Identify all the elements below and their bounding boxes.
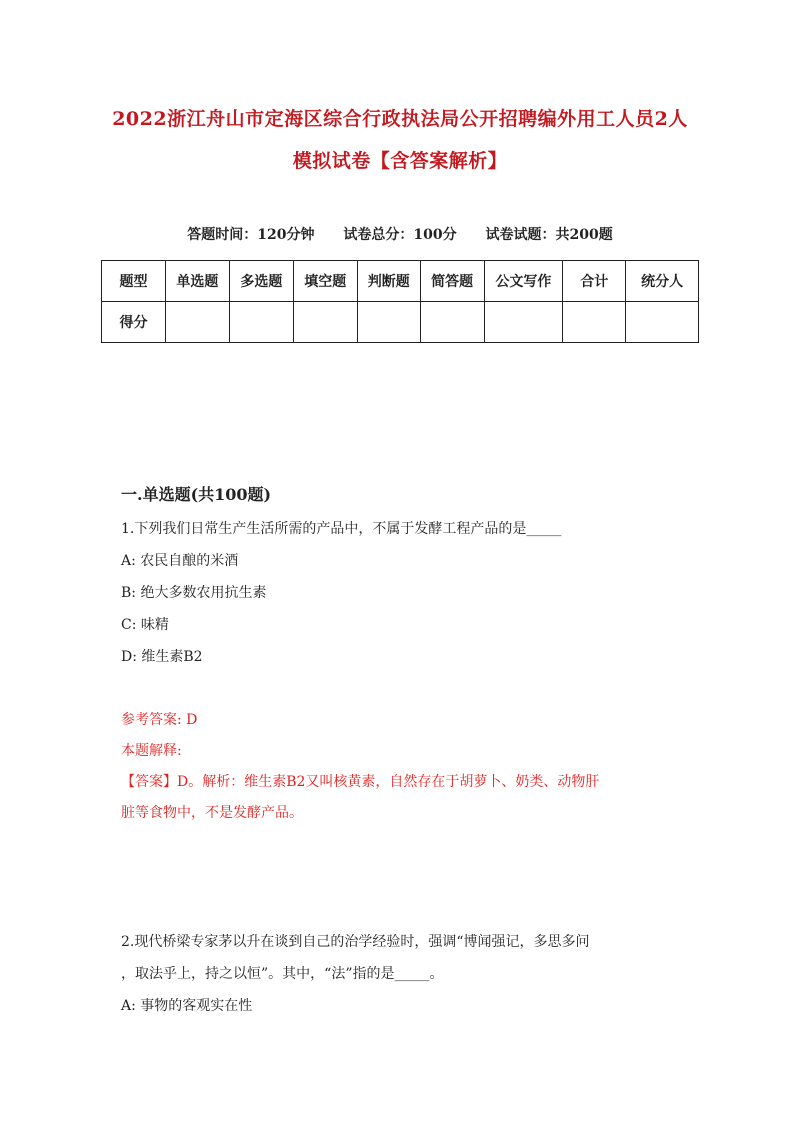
header-cell-total: 合计	[563, 261, 626, 302]
score-row-label: 得分	[102, 302, 166, 343]
question-1-option-b: B: 绝大多数农用抗生素	[121, 585, 267, 601]
question-1-option-d: D: 维生素B2	[121, 649, 203, 665]
question-1-answer: 参考答案: D	[121, 712, 198, 728]
header-cell-writing: 公文写作	[484, 261, 563, 302]
score-cell	[293, 302, 357, 343]
header-cell-judge: 判断题	[357, 261, 420, 302]
score-cell	[626, 302, 699, 343]
question-1-explanation-line-2: 脏等食物中，不是发酵产品。	[121, 805, 303, 821]
header-cell-short: 简答题	[420, 261, 484, 302]
question-1-stem: 1.下列我们日常生产生活所需的产品中，不属于发酵工程产品的是_____	[121, 521, 562, 537]
exam-total-score: 试卷总分：100分	[343, 227, 457, 243]
score-table-header-row	[102, 261, 699, 302]
question-1-explain-label: 本题解释:	[121, 743, 182, 759]
exam-meta	[0, 224, 800, 244]
exam-time: 答题时间：120分钟	[187, 227, 315, 243]
exam-question-count: 试卷试题：共200题	[485, 227, 613, 243]
score-cell	[484, 302, 563, 343]
score-cell	[563, 302, 626, 343]
header-cell-grader: 统分人	[626, 261, 699, 302]
question-1-explanation-line-1: 【答案】D。解析：维生素B2又叫核黄素，自然存在于胡萝卜、奶类、动物肝	[121, 774, 600, 790]
score-cell	[229, 302, 293, 343]
header-cell-type: 题型	[102, 261, 166, 302]
header-cell-fill: 填空题	[293, 261, 357, 302]
question-1-option-a: A: 农民自酿的米酒	[121, 553, 239, 569]
score-cell	[165, 302, 229, 343]
score-cell	[357, 302, 420, 343]
section-heading: 一.单选题(共100题)	[121, 485, 272, 504]
question-2-stem-line-1: 2.现代桥梁专家茅以升在谈到自己的治学经验时，强调“博闻强记，多思多问	[121, 934, 590, 950]
question-2-option-a: A: 事物的客观实在性	[121, 998, 253, 1014]
page-title-line-1: 2022浙江舟山市定海区综合行政执法局公开招聘编外用工人员2人	[112, 108, 688, 130]
header-cell-single: 单选题	[165, 261, 229, 302]
score-table-score-row	[102, 302, 699, 343]
score-table	[101, 260, 699, 343]
score-cell	[420, 302, 484, 343]
header-cell-multi: 多选题	[229, 261, 293, 302]
question-1-option-c: C: 味精	[121, 617, 169, 633]
question-2-stem-line-2: ，取法乎上，持之以恒”。其中，“法”指的是_____。	[121, 966, 444, 982]
page-title-line-2: 模拟试卷【含答案解析】	[292, 150, 508, 172]
